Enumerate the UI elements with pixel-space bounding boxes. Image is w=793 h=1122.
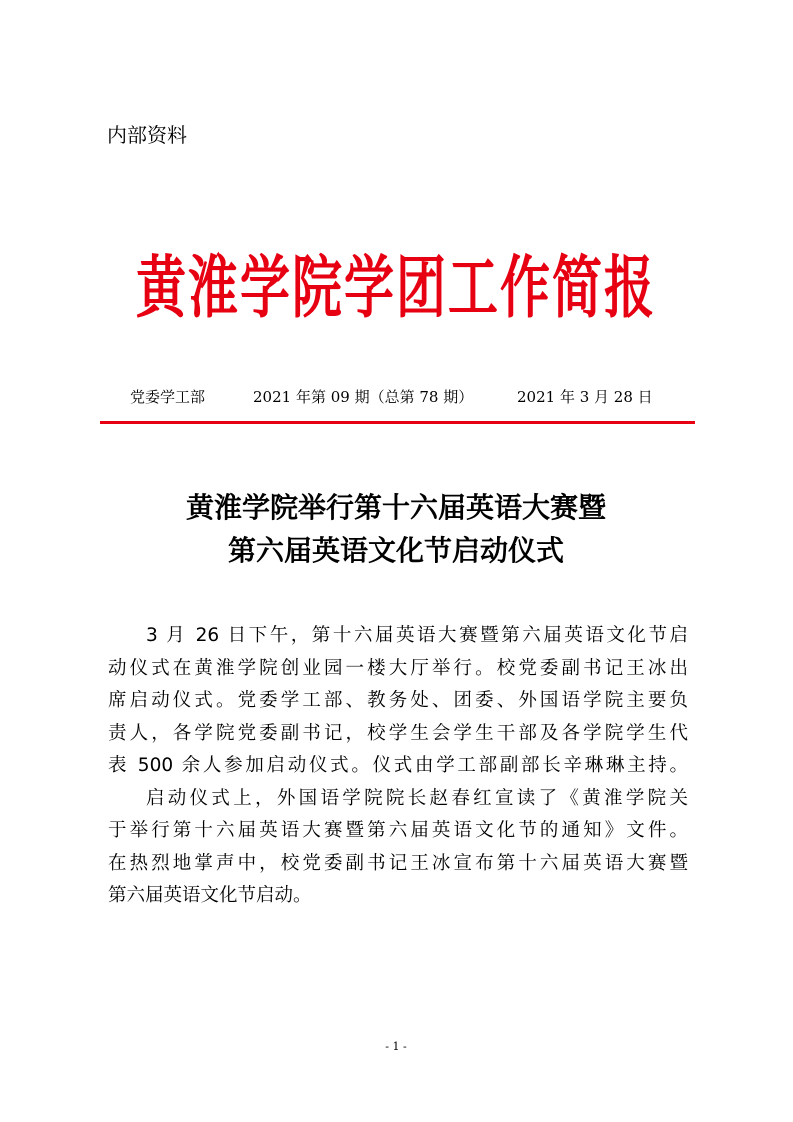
article-title xyxy=(96,486,696,572)
paragraph-line: 启动仪式上，外国语学院院长赵春红宣读了《黄淮学院关 xyxy=(146,787,688,809)
red-divider-rule xyxy=(100,421,695,424)
paragraph-line: 于举行第十六届英语大赛暨第六届英语文化节的通知》文件。 xyxy=(108,820,688,841)
article-paragraph xyxy=(108,783,688,913)
issue-date: 2021 年 3 月 28 日 xyxy=(517,388,653,406)
issue-number: 2021 年第 09 期（总第 78 期） xyxy=(253,388,474,406)
internal-material-label: 内部资料 xyxy=(107,123,187,147)
paragraph-line: 席启动仪式。党委学工部、教务处、团委、外国语学院主要负 xyxy=(108,690,688,711)
article-title-line: 黄淮学院举行第十六届英语大赛暨 xyxy=(185,491,606,524)
page-number: - 1 - xyxy=(385,1040,407,1053)
paragraph-line: 在热烈地掌声中，校党委副书记王冰宣布第十六届英语大赛暨 xyxy=(108,852,688,874)
paragraph-line: 动仪式在黄淮学院创业园一楼大厅举行。校党委副书记王冰出 xyxy=(108,657,688,679)
paragraph-line: 责人，各学院党委副书记，校学生会学生干部及各学院学生代 xyxy=(108,722,688,744)
paragraph-line: 第六届英语文化节启动。 xyxy=(108,885,312,906)
article-paragraph xyxy=(108,620,688,783)
article-title-line: 第六届英语文化节启动仪式 xyxy=(227,534,564,567)
paragraph-line: 表 500 余人参加启动仪式。仪式由学工部副部长辛琳琳主持。 xyxy=(108,755,688,776)
issue-info-line xyxy=(96,384,696,410)
paragraph-line: 3 月 26 日下午，第十六届英语大赛暨第六届英语文化节启 xyxy=(146,625,688,646)
article-body xyxy=(108,620,688,913)
department-name: 党委学工部 xyxy=(130,388,206,406)
bulletin-masthead: 黄淮学院学团工作简报 xyxy=(136,247,656,328)
